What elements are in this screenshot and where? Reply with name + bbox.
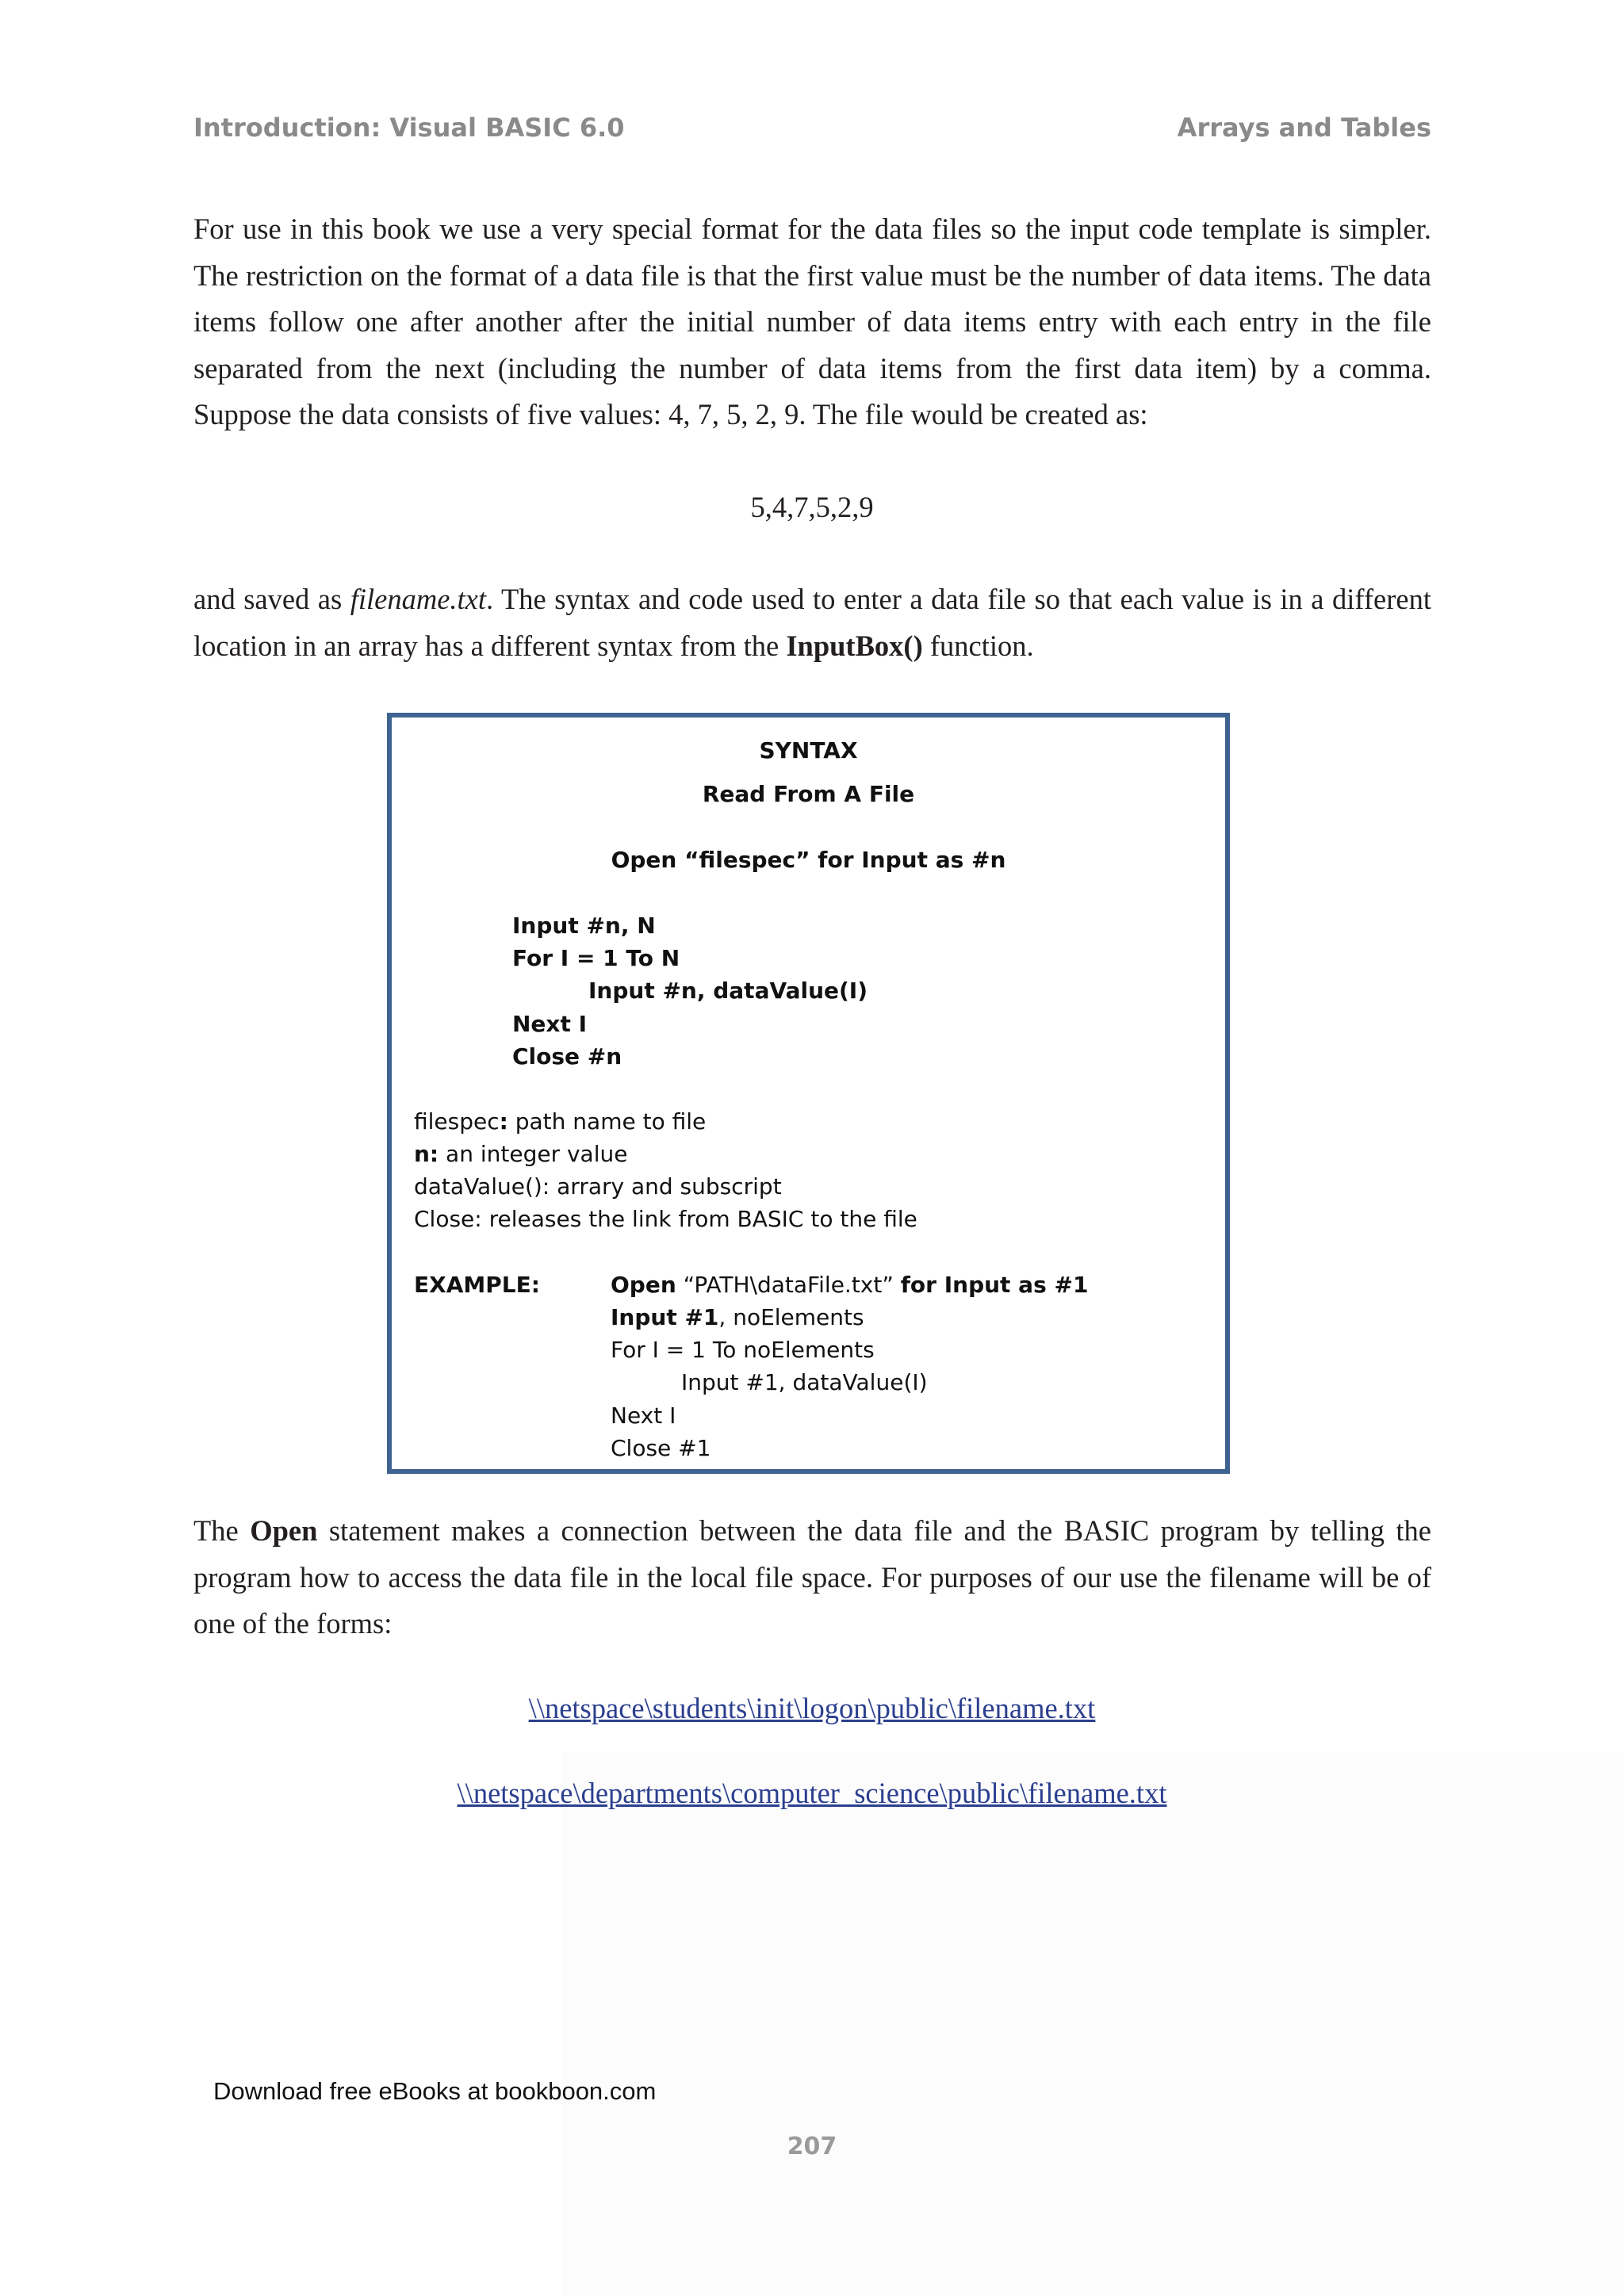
download-ebooks-text[interactable]: Download free eBooks at bookboon.com <box>213 2077 657 2105</box>
para2-text-3: function. <box>922 629 1034 662</box>
filename-link-departments-text[interactable]: \\netspace\departments\computer_science\public\filename.txt <box>457 1777 1167 1809</box>
syntax-box <box>387 713 1230 1474</box>
filename-link-students[interactable] <box>0 1689 1624 1728</box>
example-label: EXAMPLE: <box>414 1272 540 1298</box>
example-input-line <box>611 1304 864 1330</box>
example-open-rest: for Input as #1 <box>900 1272 1089 1298</box>
example-input-rest: , noElements <box>718 1304 864 1330</box>
example-for-line: For I = 1 To noElements <box>611 1337 875 1363</box>
def-filespec <box>414 1108 706 1135</box>
filename-link-students-text[interactable]: \\netspace\students\init\logon\public\filename.txt <box>528 1692 1096 1724</box>
filename-link-departments[interactable] <box>0 1774 1624 1813</box>
open-statement-paragraph <box>193 1508 1431 1647</box>
def-n-desc: an integer value <box>439 1141 628 1167</box>
para3-text-2: statement makes a connection between the data file and the BASIC program by telling the program how to access the data file in the local file space. For purposes of our use the filename will be of one of the forms: <box>193 1514 1432 1640</box>
def-filespec-colon: : <box>499 1108 508 1135</box>
syntax-intro-paragraph <box>193 576 1431 669</box>
def-n-term: n: <box>414 1141 439 1167</box>
syntax-code-next: Next I <box>512 1011 588 1037</box>
page-number: 207 <box>787 2133 837 2160</box>
syntax-open-line: Open “filespec” for Input as #n <box>611 847 1006 873</box>
example-next: Next I <box>611 1402 676 1429</box>
syntax-code-for: For I = 1 To N <box>512 945 680 971</box>
intro-paragraph: For use in this book we use a very special format for the data files so the input code template is simpler. The restriction on the format of a data file is that the first value must be the number of data items. The data items follow one after another after the initial number of data items entry with each entry in the file separated from the next (including the number of data items from the first data item) by a comma. Suppose the data consists of five values: 4, 7, 5, 2, 9. The file would be created as: <box>193 212 1431 430</box>
example-close: Close #1 <box>611 1435 711 1461</box>
syntax-code-close: Close #n <box>512 1043 622 1070</box>
header-chapter-title: Arrays and Tables <box>1177 113 1431 143</box>
syntax-code-input-value: Input #n, dataValue(I) <box>588 978 868 1004</box>
para3-text-1: The <box>193 1514 251 1547</box>
inputbox-bold: InputBox() <box>786 629 923 662</box>
syntax-subtitle: Read From A File <box>702 781 915 807</box>
data-file-example: 5,4,7,5,2,9 <box>750 491 874 523</box>
syntax-code-input: Input #n, N <box>512 913 656 939</box>
def-close: Close: releases the link from BASIC to the file <box>414 1206 917 1232</box>
para2-text-1: and saved as <box>193 583 350 615</box>
filename-italic: filename.txt <box>350 583 487 615</box>
example-input-value: Input #1, dataValue(I) <box>681 1369 928 1395</box>
open-bold: Open <box>250 1514 318 1547</box>
background-shade <box>561 1752 1624 2296</box>
example-open-path: “PATH\dataFile.txt” <box>676 1272 901 1298</box>
example-open-kw: Open <box>611 1272 676 1298</box>
example-input-kw: Input #1 <box>611 1304 719 1330</box>
def-filespec-desc: path name to file <box>508 1108 707 1135</box>
def-n <box>414 1141 627 1167</box>
def-datavalue: dataValue(): arrary and subscript <box>414 1173 782 1200</box>
para2-text-2: . The syntax and code used to enter a data file so that each value is in a different location in an array has a different syntax from the <box>193 583 1431 662</box>
header-book-title: Introduction: Visual BASIC 6.0 <box>193 113 625 143</box>
def-filespec-term: filespec <box>414 1108 500 1135</box>
syntax-title: SYNTAX <box>759 737 858 763</box>
running-header <box>193 113 1431 147</box>
example-open-line <box>611 1272 1088 1298</box>
